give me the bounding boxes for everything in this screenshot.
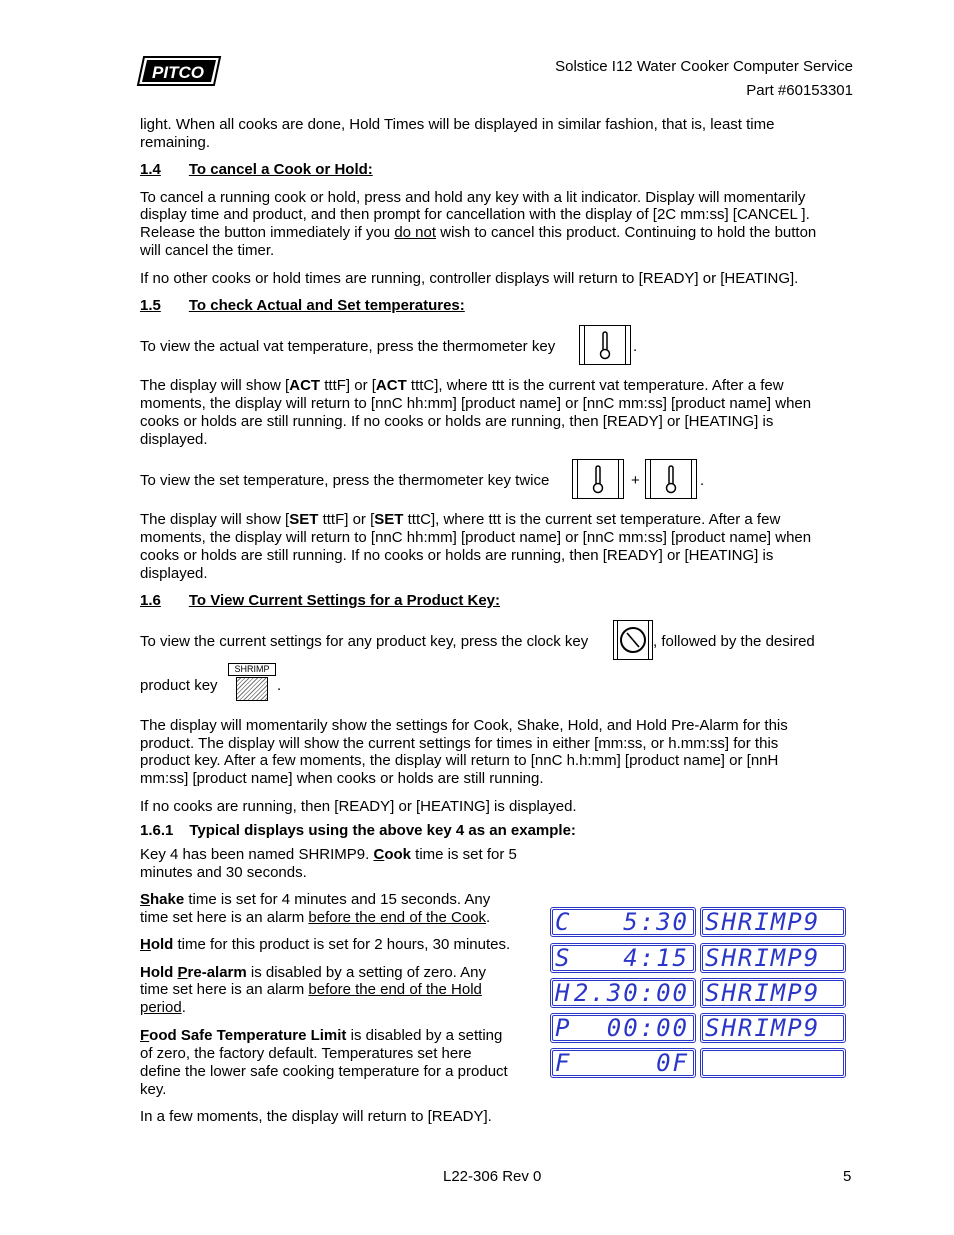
set-para-line-4: displayed. (140, 565, 208, 582)
key-para-line-1 (140, 846, 517, 864)
cancel-para-line-2: display time and product, and then prompt for cancellation with the display of [2C mm:ss] [CANCEL ]. (140, 206, 810, 223)
prealarm-word: re-alarm (187, 964, 247, 981)
set-keyword: SET (289, 511, 319, 528)
settings-para-line-2: product. The display will show the current settings for times in either [mm:ss, or h.mm:ss] for this (140, 735, 779, 752)
settings-para-2: If no cooks are running, then [READY] or [HEATING] is displayed. (140, 798, 577, 815)
product-key-text: product key (140, 677, 218, 694)
text-run: time set here is an alarm (140, 981, 309, 998)
thermometer-key-frame[interactable] (579, 325, 631, 365)
section-1-5-heading (140, 297, 465, 315)
display-value: 5:30 (623, 908, 689, 936)
section-title: To check Actual and Set temperatures: (188, 297, 465, 314)
section-title: To View Current Settings for a Product Key: (188, 592, 501, 609)
page-number: 5 (843, 1168, 852, 1185)
document-title: Solstice I12 Water Cooker Computer Service (555, 58, 853, 75)
text-run: tttF] or [ (320, 377, 376, 394)
display-left-cook (550, 907, 696, 937)
emphasis-underline: before the end of the Cook (308, 909, 487, 926)
food-para-line-1 (140, 1027, 502, 1045)
display-code: S (555, 944, 572, 972)
thermometer-key-second[interactable] (645, 459, 697, 499)
display-product-name: SHRIMP9 (705, 1014, 821, 1042)
hold-initial: H (140, 936, 151, 953)
act-keyword: ACT (375, 377, 407, 394)
display-right-cook (700, 907, 846, 937)
emphasis-underline: period (140, 999, 182, 1016)
key-para-line-2: minutes and 30 seconds. (140, 864, 307, 881)
plus-sign: + (631, 472, 640, 489)
svg-text:PITCO: PITCO (152, 63, 204, 82)
text-run: wish to cancel this product. Continuing to hold the button (436, 224, 817, 241)
shake-initial: S (140, 891, 151, 908)
text-run: is disabled by a setting (346, 1027, 503, 1044)
prealarm-para-line-3 (140, 999, 186, 1017)
display-code: F (555, 1049, 572, 1077)
display-value: 4:15 (623, 944, 689, 972)
prealarm-para-line-1 (140, 964, 486, 982)
section-number: 1.5 (140, 297, 161, 314)
clock-icon (619, 626, 647, 654)
text-run: . (486, 909, 491, 926)
display-right-food-safe (700, 1048, 846, 1078)
period: . (633, 338, 638, 355)
emphasis-underline: before the end of the Hold (308, 981, 482, 998)
thermometer-icon (664, 464, 678, 494)
section-1-6-1-heading (140, 822, 576, 840)
cook-word: ook (384, 846, 411, 863)
cancel-para-line-1: To cancel a running cook or hold, press and hold any key with a lit indicator. Display will momentarily (140, 189, 806, 206)
set-para-line-3: cooks or holds are still running. If no cooks or holds are running, then [READY] or [HEATING] is (140, 547, 774, 564)
set-para-line-1 (140, 511, 780, 529)
settings-para-line-1: The display will momentarily show the settings for Cook, Shake, Hold, and Hold Pre-Alarm for this (140, 717, 788, 734)
shrimp-product-key[interactable] (236, 677, 268, 701)
clock-prompt: To view the current settings for any product key, press the clock key (140, 633, 589, 650)
section-title: To cancel a Cook or Hold: (188, 161, 373, 178)
section-number: 1.6.1 (140, 822, 174, 839)
text-run: tttC], where ttt is the current set temperature. After a few (403, 511, 781, 528)
display-code: C (555, 908, 572, 936)
intro-line-1: light. When all cooks are done, Hold Times will be displayed in similar fashion, that is, least time (140, 116, 775, 133)
text-run: tttF] or [ (318, 511, 375, 528)
food-para-line-2: of zero, the factory default. Temperatures set here (140, 1045, 472, 1062)
display-product-name: SHRIMP9 (705, 944, 821, 972)
section-1-6-heading (140, 592, 500, 610)
act-keyword: ACT (289, 377, 321, 394)
thermometer-icon (598, 330, 612, 360)
display-left-shake (550, 943, 696, 973)
text-run: is disabled by a setting of zero. Any (246, 964, 487, 981)
act-para-line-4: displayed. (140, 431, 208, 448)
act-para-line-2: moments, the display will return to [nnC hh:mm] [product name] or [nnC mm:ss] [product name] when (140, 395, 812, 412)
footer-doc-number: L22-306 Rev 0 (443, 1168, 542, 1185)
thermometer-key-frame[interactable] (645, 459, 697, 499)
prealarm-para-line-2 (140, 981, 482, 999)
display-right-shake (700, 943, 846, 973)
text-run: tttC], where ttt is the current vat temperature. After a few (406, 377, 784, 394)
food-para-line-4: key. (140, 1081, 167, 1098)
settings-para-line-4: mm:ss] [product name] when cooks or holds are still running. (140, 770, 544, 787)
clock-key[interactable] (613, 620, 653, 660)
display-left-food-safe (550, 1048, 696, 1078)
set-keyword: SET (374, 511, 404, 528)
section-1-4-heading (140, 161, 373, 179)
text-run: Key 4 has been named SHRIMP9. (140, 846, 374, 863)
act-para-line-1 (140, 377, 784, 395)
clock-key-frame[interactable] (613, 620, 653, 660)
text-run: time set here is an alarm (140, 909, 309, 926)
display-product-name: SHRIMP9 (705, 979, 821, 1007)
set-temp-prompt: To view the set temperature, press the thermometer key twice (140, 472, 550, 489)
prealarm-initial: P (177, 964, 188, 981)
cook-initial: C (373, 846, 385, 863)
cancel-para-line-3 (140, 224, 816, 242)
display-right-hold (700, 978, 846, 1008)
text-run: time is set for 5 (410, 846, 517, 863)
food-word: ood Safe Temperature Limit (149, 1027, 347, 1044)
hold-para (140, 936, 510, 954)
display-left-hold (550, 978, 696, 1008)
section-number: 1.4 (140, 161, 161, 178)
period: . (700, 472, 705, 489)
hold-word: old (150, 936, 174, 953)
display-value: 2.30:00 (573, 979, 689, 1007)
prealarm-word: Hold (140, 964, 178, 981)
act-para-line-3: cooks or holds are still running. If no cooks or holds are running, then [READY] or [HEATING] is (140, 413, 774, 430)
section-title: Typical displays using the above key 4 as an example: (189, 822, 576, 839)
shake-para-line-2 (140, 909, 490, 927)
thermometer-icon (591, 464, 605, 494)
text-run: The display will show [ (140, 511, 290, 528)
settings-para-line-3: product key. After a few moments, the display will return to [nnC h.h:mm] [product name] or [nnH (140, 752, 779, 769)
thermometer-key-frame[interactable] (572, 459, 624, 499)
emphasis-underline: do not (394, 224, 437, 241)
thermometer-key[interactable] (579, 325, 631, 365)
pitco-logo-mark (136, 55, 222, 87)
clock-prompt-continued: , followed by the desired (653, 633, 815, 650)
cancel-para-2: If no other cooks or hold times are running, controller displays will return to [READY] or [HEATING]. (140, 270, 799, 287)
text-run: Release the button immediately if you (140, 224, 395, 241)
display-left-prealarm (550, 1013, 696, 1043)
display-code: P (555, 1014, 572, 1042)
section-number: 1.6 (140, 592, 161, 609)
display-product-name: SHRIMP9 (705, 908, 821, 936)
set-para-line-2: moments, the display will return to [nnC hh:mm] [product name] or [nnC mm:ss] [product name] when (140, 529, 812, 546)
actual-temp-prompt: To view the actual vat temperature, press the thermometer key (140, 338, 556, 355)
part-number: Part #60153301 (746, 82, 853, 99)
food-initial: F (140, 1027, 150, 1044)
food-para-line-3: define the lower safe cooking temperature for a product (140, 1063, 508, 1080)
text-run: time is set for 4 minutes and 15 seconds. Any (184, 891, 491, 908)
period: . (277, 677, 282, 694)
thermometer-key-first[interactable] (572, 459, 624, 499)
display-value: 0F (656, 1049, 689, 1077)
text-run: The display will show [ (140, 377, 290, 394)
text-run: time for this product is set for 2 hours, 30 minutes. (173, 936, 511, 953)
text-run: . (181, 999, 186, 1016)
display-code: H (555, 979, 572, 1007)
final-note: In a few moments, the display will return to [READY]. (140, 1108, 492, 1125)
display-right-prealarm (700, 1013, 846, 1043)
shrimp-key-label: SHRIMP (228, 663, 276, 676)
pitco-logo (136, 55, 222, 87)
shake-word: hake (150, 891, 185, 908)
display-value: 00:00 (606, 1014, 689, 1042)
shake-para-line-1 (140, 891, 490, 909)
cancel-para-line-4: will cancel the timer. (140, 242, 275, 259)
intro-line-2: remaining. (140, 134, 211, 151)
